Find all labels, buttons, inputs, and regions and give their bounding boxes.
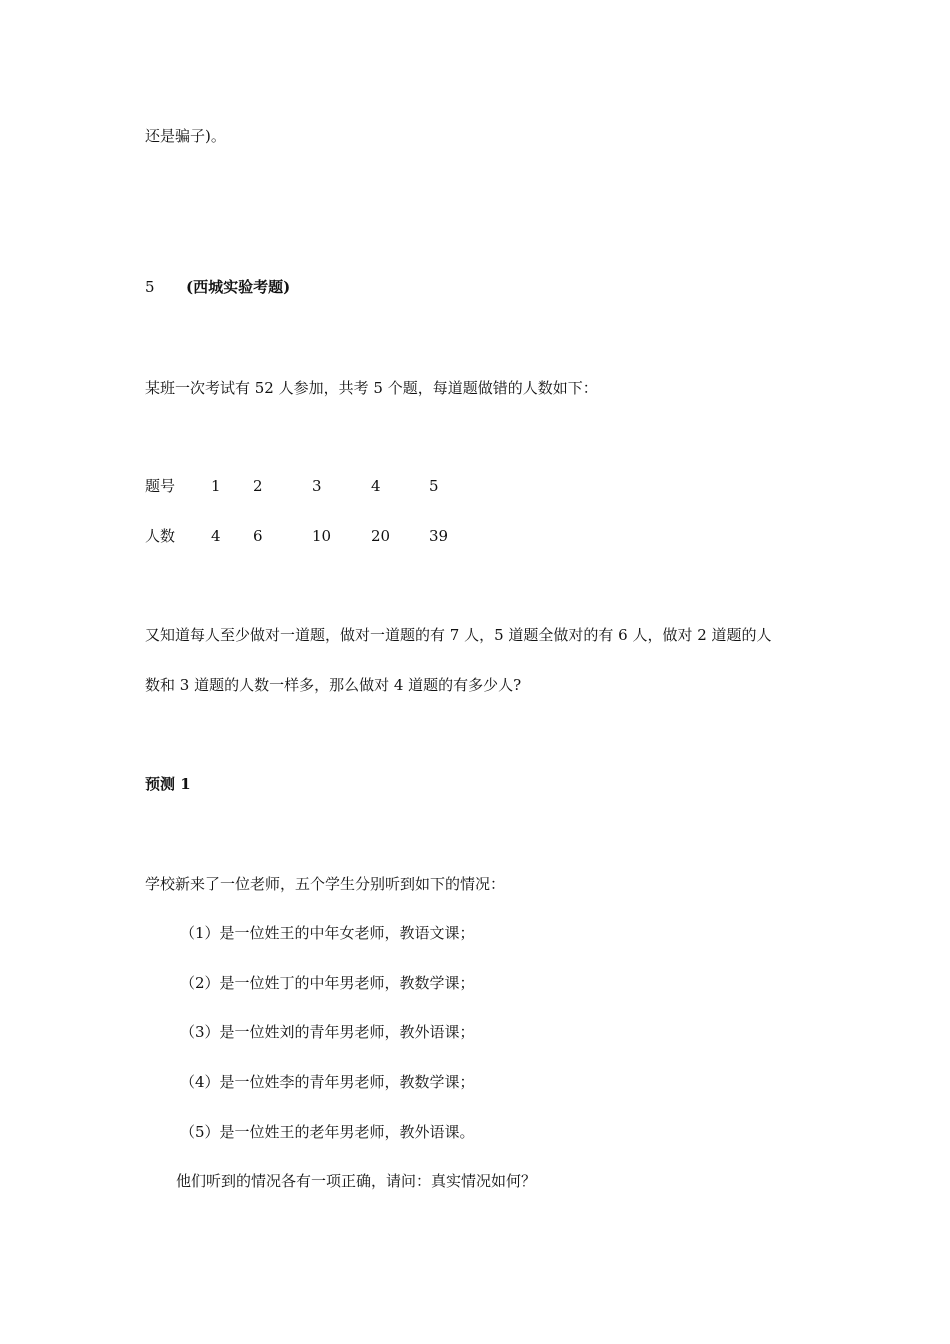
prediction-item: （4）是一位姓李的青年男老师，教数学课； — [180, 1073, 475, 1091]
table-row-cell: 6 — [253, 527, 263, 545]
prediction-item: （3）是一位姓刘的青年男老师，教外语课； — [180, 1023, 475, 1041]
prediction-heading: 预测 1 — [145, 775, 191, 793]
table-row-label: 人数 — [145, 527, 176, 545]
problem-body-line: 数和 3 道题的人数一样多，那么做对 4 道题的有多少人? — [145, 676, 522, 694]
top-fragment-text: 还是骗子)。 — [145, 127, 226, 145]
table-header-cell: 3 — [312, 477, 322, 495]
table-header-cell: 5 — [429, 477, 439, 495]
prediction-item: （5）是一位姓王的老年男老师，教外语课。 — [180, 1123, 475, 1141]
section-title: (西城实验考题) — [186, 278, 291, 296]
section-number: 5 — [145, 278, 155, 296]
table-row-cell: 10 — [312, 527, 332, 545]
prediction-item: （1）是一位姓王的中年女老师，教语文课； — [180, 924, 475, 942]
table-row-cell: 20 — [371, 527, 391, 545]
table-header-cell: 1 — [211, 477, 221, 495]
table-header-cell: 2 — [253, 477, 263, 495]
table-header-cell: 4 — [371, 477, 381, 495]
prediction-question: 他们听到的情况各有一项正确，请问：真实情况如何？ — [176, 1172, 537, 1190]
prediction-intro: 学校新来了一位老师，五个学生分别听到如下的情况： — [145, 875, 506, 893]
table-header-label: 题号 — [145, 477, 176, 495]
problem-intro: 某班一次考试有 52 人参加，共考 5 个题，每道题做错的人数如下： — [145, 379, 598, 397]
table-row-cell: 39 — [429, 527, 449, 545]
prediction-item: （2）是一位姓丁的中年男老师，教数学课； — [180, 974, 475, 992]
problem-body-line: 又知道每人至少做对一道题，做对一道题的有 7 人，5 道题全做对的有 6 人，做对 2 道题的人 — [145, 626, 772, 644]
table-row-cell: 4 — [211, 527, 221, 545]
